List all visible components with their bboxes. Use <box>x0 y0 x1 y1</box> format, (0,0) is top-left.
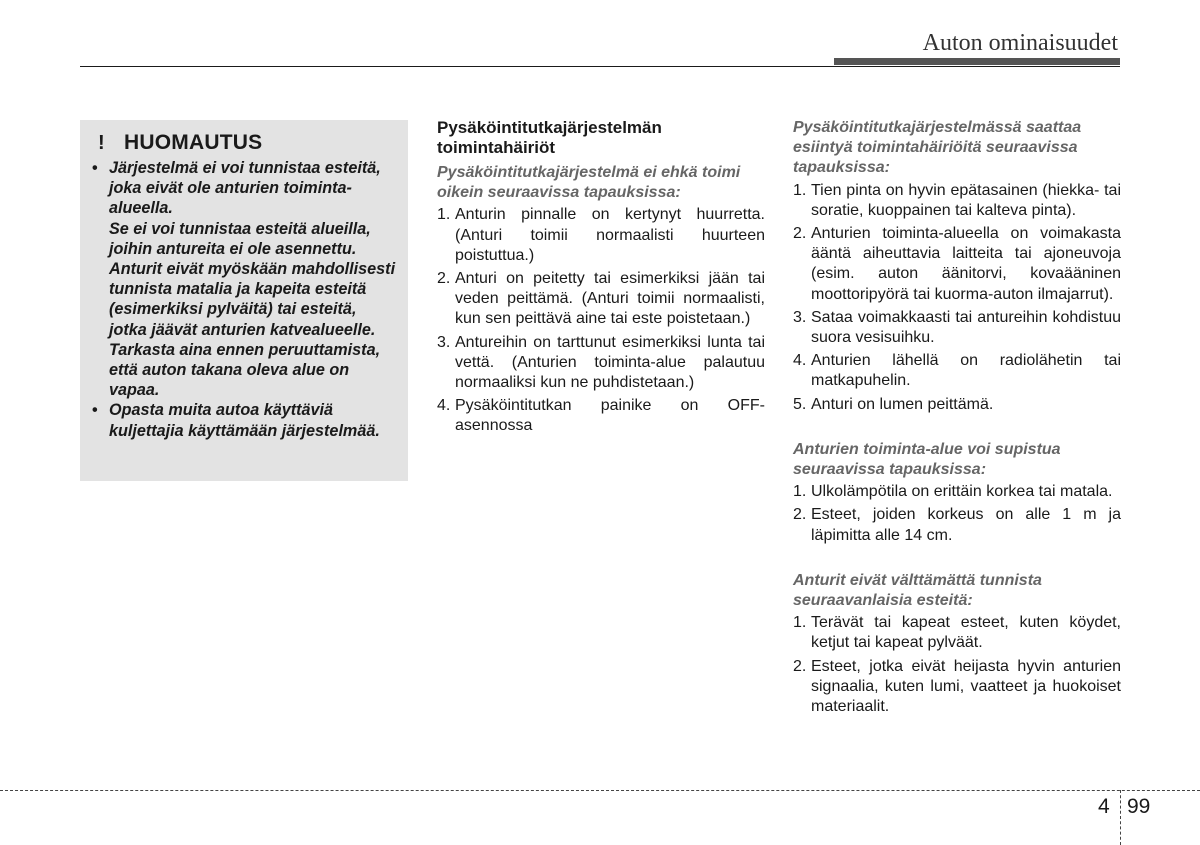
list-text: Ulkolämpötila on erittäin korkea tai matala. <box>811 483 1113 501</box>
list-text: Tien pinta on hyvin epätasainen (hiekka- tai soratie, kuoppainen tai kalteva pinta). <box>811 181 1121 219</box>
list-item <box>793 395 1121 415</box>
list-text: Pysäköintitutkan painike on OFF-asennossa <box>455 397 765 435</box>
footer-dashed-rule <box>0 790 1200 791</box>
section-subheading: Anturit eivät välttämättä tunnista seuraavanlaisia esteitä: <box>793 571 1042 610</box>
notice-paragraph: Järjestelmä ei voi tunnistaa esteitä, joka eivät ole anturien toiminta-alueella. <box>109 159 381 218</box>
obstacle-list <box>793 613 1121 717</box>
list-number: 2. <box>793 225 807 243</box>
page-number: 99 <box>1127 795 1151 818</box>
list-item <box>793 505 1121 545</box>
list-item <box>437 205 765 266</box>
notice-item <box>90 400 396 440</box>
list-item <box>793 181 1121 221</box>
list-text: Anturi on peitetty tai esimerkiksi jään tai veden peittämä. (Anturi toimii normaalisti, kun sen peittävä aine tai este poistetaan.) <box>455 270 765 328</box>
header-thin-rule <box>80 66 1120 67</box>
bullet-icon: • <box>92 159 98 177</box>
list-number: 2. <box>793 506 807 524</box>
list-text: Esteet, jotka eivät heijasta hyvin anturien signaalia, kuten lumi, vaatteet ja huokoiset materiaalit. <box>811 657 1121 716</box>
chapter-number: 4 <box>1098 795 1110 818</box>
section-heading: Pysäköintitutkajärjestelmän toimintahäiriöt <box>437 118 662 157</box>
malfunction-list <box>437 205 765 436</box>
notice-header <box>90 131 396 155</box>
list-number: 1. <box>437 206 451 224</box>
list-number: 2. <box>437 270 451 288</box>
list-item <box>437 396 765 436</box>
notice-paragraph: Tarkasta aina ennen peruuttamista, että auton takana oleva alue on vapaa. <box>109 340 381 400</box>
list-number: 5. <box>793 395 807 413</box>
list-text: Anturien toiminta-alueella on voimakasta ääntä aiheuttavia laitteita tai ajoneuvoja (esim. auton äänitorvi, kovaääninen moottoripyörä tai kuorma-auton ilmajarrut). <box>811 225 1121 303</box>
list-item <box>793 308 1121 348</box>
range-list <box>793 482 1121 546</box>
list-number: 4. <box>437 397 451 415</box>
list-text: Sataa voimakkaasti tai antureihin kohdistuu suora vesisuihku. <box>811 308 1121 347</box>
bullet-icon: • <box>92 401 98 420</box>
footer-dashed-separator <box>1120 790 1121 845</box>
list-text: Anturien lähellä on radiolähetin tai matkapuhelin. <box>811 352 1121 390</box>
middle-column <box>437 118 765 440</box>
notice-box <box>80 120 408 481</box>
section-subheading: Pysäköintitutkajärjestelmä ei ehkä toimi oikein seuraavissa tapauksissa: <box>437 164 741 202</box>
list-number: 1. <box>793 483 807 501</box>
page-header-title: Auton ominaisuudet <box>922 30 1118 56</box>
list-text: Anturin pinnalle on kertynyt huurretta. (Anturi toimii normaalisti huurteen poistuttua.) <box>455 206 765 264</box>
issue-list <box>793 181 1121 415</box>
notice-paragraph: Opasta muita autoa käyttäviä kuljettajia käyttämään järjestelmää. <box>109 401 380 440</box>
header-thick-rule <box>834 58 1120 65</box>
section-subheading: Anturien toiminta-alue voi supistua seuraavissa tapauksissa: <box>793 440 1061 479</box>
notice-item <box>90 158 396 400</box>
list-number: 3. <box>793 308 807 326</box>
list-item <box>793 224 1121 305</box>
section-subheading: Pysäköintitutkajärjestelmässä saattaa esiintyä toimintahäiriöitä seuraavissa tapauksissa: <box>793 119 1082 177</box>
list-item <box>793 657 1121 718</box>
list-number: 2. <box>793 657 807 675</box>
list-number: 1. <box>793 181 807 199</box>
exclamation-icon: ! <box>98 131 105 154</box>
list-item <box>793 613 1121 653</box>
list-text: Terävät tai kapeat esteet, kuten köydet, ketjut tai kapeat pylväät. <box>811 614 1121 652</box>
list-item <box>437 333 765 394</box>
list-text: Esteet, joiden korkeus on alle 1 m ja läpimitta alle 14 cm. <box>811 506 1121 544</box>
list-item <box>793 351 1121 391</box>
list-text: Anturi on lumen peittämä. <box>811 395 994 413</box>
list-item <box>793 482 1121 502</box>
notice-paragraph: Se ei voi tunnistaa esteitä alueilla, joihin antureita ei ole asennettu. Anturit eivät myöskään mahdollisesti tunnista matalia ja kapeita esteitä (esimerkiksi pylväitä) tai esteitä, jotka jäävät anturien katvealueelle. <box>109 219 396 339</box>
list-number: 3. <box>437 333 451 351</box>
list-text: Antureihin on tarttunut esimerkiksi lunta tai vettä. (Anturien toiminta-alue palautuu normaaliksi kun ne puhdistetaan.) <box>455 333 765 392</box>
list-item <box>437 269 765 330</box>
right-column <box>793 118 1121 720</box>
notice-title: HUOMAUTUS <box>124 131 263 154</box>
list-number: 1. <box>793 614 807 632</box>
list-number: 4. <box>793 352 807 370</box>
